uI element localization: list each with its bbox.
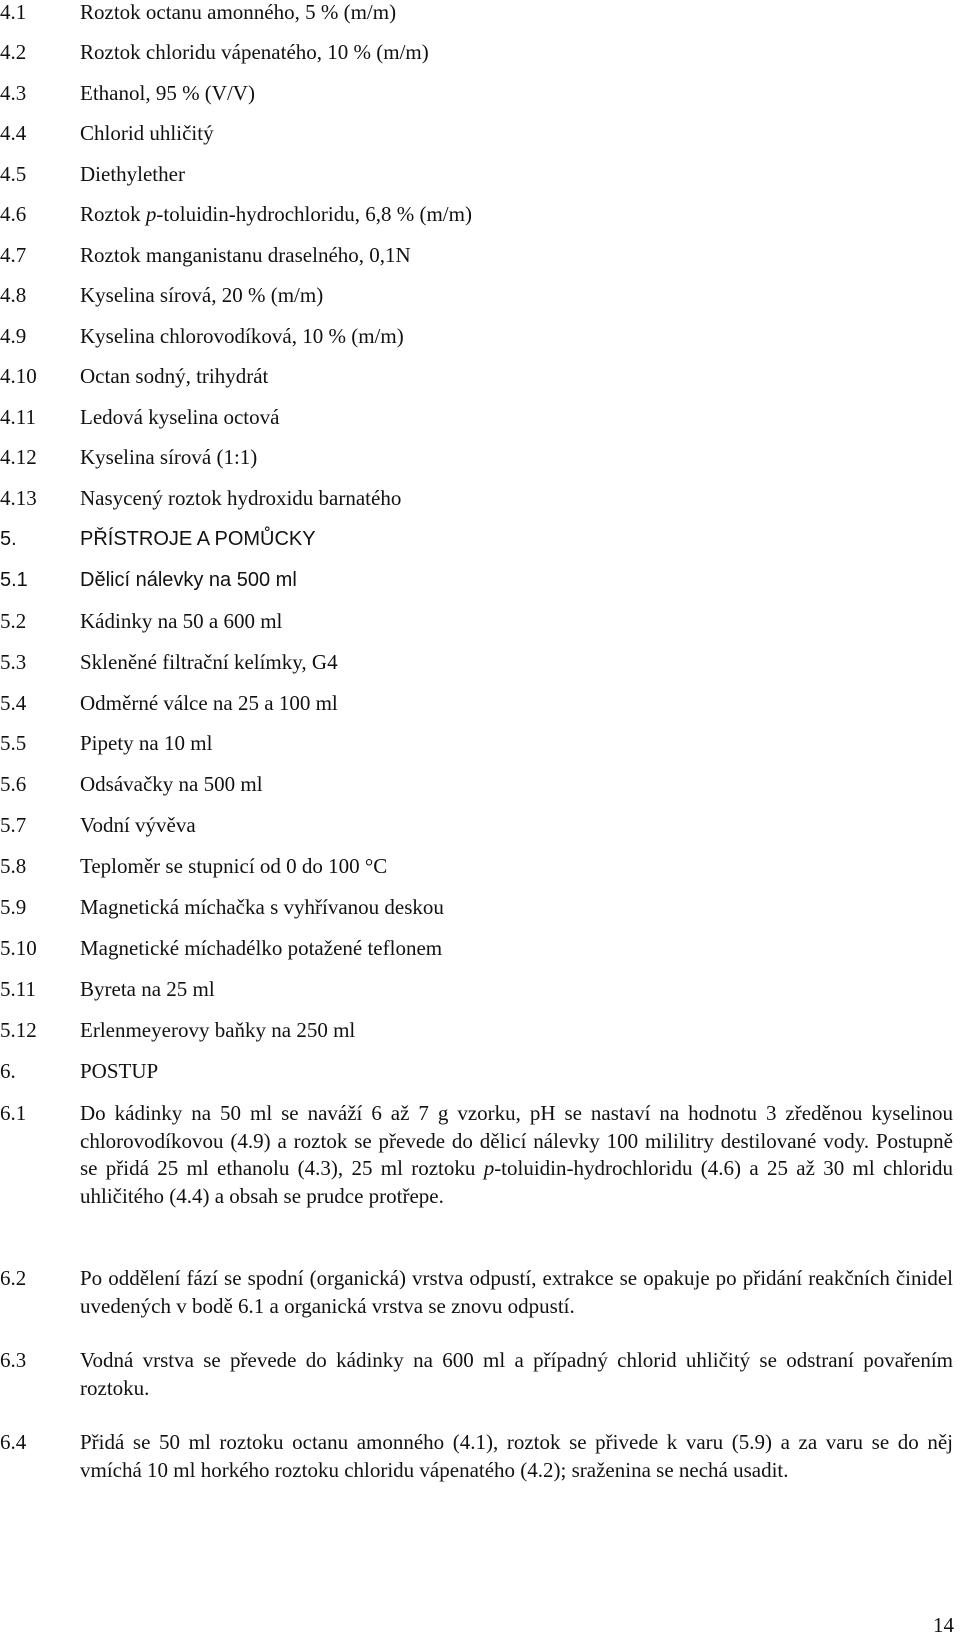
text-part: Do kádinky na 50 ml se naváží 6 až 7 g vzorku, pH se nastaví na hodnotu 3 zředěnou kyselinou chlorovodíkovou (4.9) a roztok se převede do dělicí nálevky 100 mililitry destilované vody. Postupně se přidá 25 ml ethanolu (4.3), 25 ml roztoku [80,1101,953,1180]
item-text: Teploměr se stupnicí od 0 do 100 °C [80,854,388,878]
item-text: Pipety na 10 ml [80,731,213,755]
item-text: Magnetické míchadélko potažené teflonem [80,936,443,960]
item-text: Dělicí nálevky na 500 ml [80,569,297,591]
item-number: 4.1 [0,0,27,24]
item-text: Skleněné filtrační kelímky, G4 [80,650,338,674]
item-number: 4.6 [0,202,27,226]
item-text: Magnetická míchačka s vyhřívanou deskou [80,895,444,919]
item-text: Roztok chloridu vápenatého, 10 % (m/m) [80,40,429,64]
item-text: Chlorid uhličitý [80,121,214,145]
item-text: Kyselina sírová (1:1) [80,445,258,469]
item-text: Diethylether [80,162,185,186]
item-text: Odměrné válce na 25 a 100 ml [80,691,338,715]
item-number: 4.5 [0,162,27,186]
item-number: 4.2 [0,40,27,64]
text-part: -toluidin-hydrochloridu (4.6) a 25 až 30 ml chloridu uhličitého (4.4) a obsah se prudce protřepe. [80,1156,953,1208]
item-number: 5.3 [0,650,27,674]
item-number: 5.5 [0,731,27,755]
item-text: Ethanol, 95 % (V/V) [80,81,255,105]
item-number: 4.11 [0,405,36,429]
item-text: Roztok manganistanu draselného, 0,1N [80,243,411,267]
item-number: 4.10 [0,364,37,388]
item-number: 5.12 [0,1018,37,1042]
section-number: 6. [0,1059,16,1083]
item-number: 4.7 [0,243,27,267]
italic-letter: p [145,202,157,226]
step-text: Po oddělení fází se spodní (organická) vrstva odpustí, extrakce se opakuje po přidání reakčních činidel uvedených v bodě 6.1 a organická vrstva se znovu odpustí. [80,1266,953,1318]
item-number: 4.13 [0,486,37,510]
item-text: Kyselina sírová, 20 % (m/m) [80,283,324,307]
item-number: 5.9 [0,895,27,919]
item-number: 5.11 [0,977,36,1001]
item-text: Kyselina chlorovodíková, 10 % (m/m) [80,324,404,348]
item-text: Octan sodný, trihydrát [80,364,269,388]
step-number: 6.4 [0,1430,27,1454]
item-number: 4.12 [0,445,37,469]
text-part: Roztok [80,202,146,226]
item-text: Nasycený roztok hydroxidu barnatého [80,486,402,510]
item-text: Roztok octanu amonného, 5 % (m/m) [80,0,397,24]
item-number: 5.6 [0,772,27,796]
section-title: PŘÍSTROJE A POMŮCKY [80,528,316,550]
item-number: 5.7 [0,813,27,837]
item-text: Erlenmeyerovy baňky na 250 ml [80,1018,356,1042]
item-number: 5.10 [0,936,37,960]
item-number: 4.9 [0,324,27,348]
item-number: 4.4 [0,121,27,145]
item-text: Kádinky na 50 a 600 ml [80,609,283,633]
item-number: 4.3 [0,81,27,105]
item-text: Vodní vývěva [80,813,196,837]
item-number: 5.1 [0,569,28,591]
item-number: 5.8 [0,854,27,878]
step-number: 6.3 [0,1348,27,1372]
item-text: Ledová kyselina octová [80,405,280,429]
section-number: 5. [0,528,17,550]
item-text: Odsávačky na 500 ml [80,772,263,796]
step-text: Přidá se 50 ml roztoku octanu amonného (4.1), roztok se přivede k varu (5.9) a za varu se do něj vmíchá 10 ml horkého roztoku chloridu vápenatého (4.2); sraženina se nechá usadit. [80,1430,953,1482]
item-text [80,202,472,227]
item-text: Byreta na 25 ml [80,977,215,1001]
step-text [80,1100,953,1210]
item-number: 4.8 [0,283,27,307]
section-title: POSTUP [80,1059,159,1083]
step-text: Vodná vrstva se převede do kádinky na 600 ml a případný chlorid uhličitý se odstraní povařením roztoku. [80,1348,953,1400]
page-number: 14 [933,1613,954,1637]
item-number: 5.2 [0,609,27,633]
step-number: 6.2 [0,1266,27,1290]
step-number: 6.1 [0,1101,27,1125]
item-number: 5.4 [0,691,27,715]
text-part: -toluidin-hydrochloridu, 6,8 % (m/m) [156,202,472,226]
italic-letter: p [483,1156,495,1180]
